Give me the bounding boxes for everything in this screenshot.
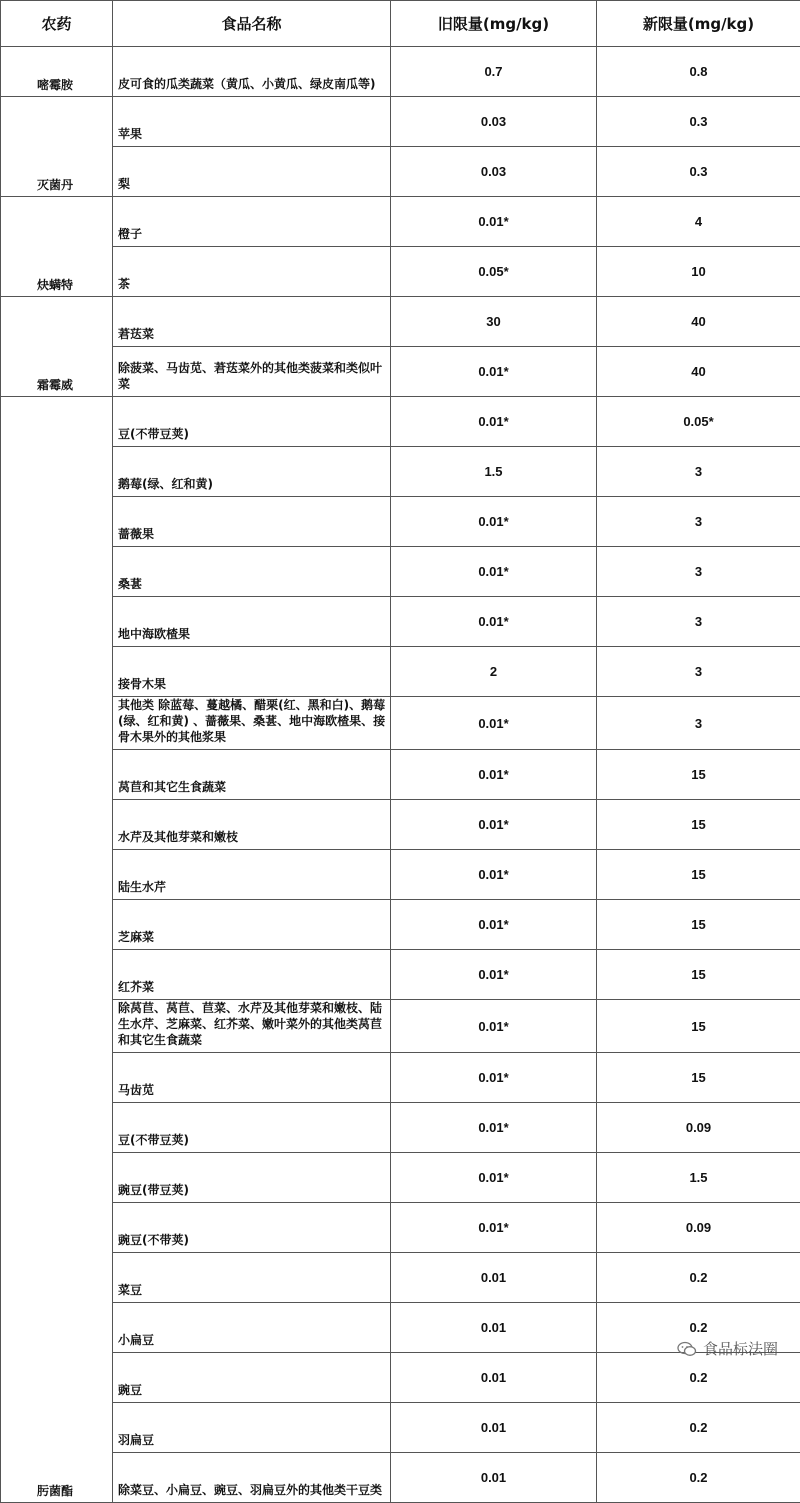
table-row <box>1 750 800 800</box>
food-cell: 茶 <box>113 247 391 297</box>
food-cell: 芝麻菜 <box>113 900 391 950</box>
header-row <box>1 1 800 47</box>
food-cell: 菜豆 <box>113 1253 391 1303</box>
food-cell: 地中海欧楂果 <box>113 597 391 647</box>
table-row <box>1 47 800 97</box>
old-cell: 0.01* <box>391 800 597 850</box>
new-cell: 0.3 <box>597 147 800 197</box>
food-cell: 豌豆(不带荚) <box>113 1203 391 1253</box>
header-food: 食品名称 <box>113 1 391 47</box>
new-cell: 0.3 <box>597 97 800 147</box>
food-cell: 接骨木果 <box>113 647 391 697</box>
food-cell: 橙子 <box>113 197 391 247</box>
old-cell: 0.01* <box>391 597 597 647</box>
old-cell: 0.03 <box>391 97 597 147</box>
pesticide-cell: 霜霉威 <box>1 297 113 397</box>
header-pesticide: 农药 <box>1 1 113 47</box>
new-cell: 3 <box>597 497 800 547</box>
food-cell: 陆生水芹 <box>113 850 391 900</box>
food-cell: 红芥菜 <box>113 950 391 1000</box>
new-cell: 15 <box>597 950 800 1000</box>
new-cell: 15 <box>597 900 800 950</box>
new-cell: 1.5 <box>597 1153 800 1203</box>
old-cell: 0.01* <box>391 397 597 447</box>
food-cell: 除菜豆、小扁豆、豌豆、羽扁豆外的其他类干豆类 <box>113 1453 391 1503</box>
header-new-limit: 新限量(mg/kg) <box>597 1 800 47</box>
pesticide-cell: 嘧霉胺 <box>1 47 113 97</box>
table-row <box>1 447 800 497</box>
food-cell: 皮可食的瓜类蔬菜（黄瓜、小黄瓜、绿皮南瓜等) <box>113 47 391 97</box>
food-cell: 水芹及其他芽菜和嫩枝 <box>113 800 391 850</box>
table-row <box>1 297 800 347</box>
old-cell: 0.01 <box>391 1253 597 1303</box>
new-cell: 10 <box>597 247 800 297</box>
old-cell: 0.01 <box>391 1303 597 1353</box>
table-row <box>1 697 800 750</box>
table-row <box>1 397 800 447</box>
new-cell: 15 <box>597 850 800 900</box>
table-row <box>1 1253 800 1303</box>
old-cell: 0.01* <box>391 697 597 750</box>
food-cell: 除莴苣、莴苣、苣菜、水芹及其他芽菜和嫩枝、陆生水芹、芝麻菜、红芥菜、嫩叶菜外的其他类莴苣和其它生食蔬菜 <box>113 1000 391 1053</box>
food-cell: 其他类 除蓝莓、蔓越橘、醋栗(红、黑和白)、鹅莓(绿、红和黄) 、蔷薇果、桑葚、地中海欧楂果、接骨木果外的其他浆果 <box>113 697 391 750</box>
food-cell: 小扁豆 <box>113 1303 391 1353</box>
food-cell: 蔷薇果 <box>113 497 391 547</box>
food-cell: 苹果 <box>113 97 391 147</box>
table-row <box>1 347 800 397</box>
table-row <box>1 647 800 697</box>
food-cell: 鹅莓(绿、红和黄) <box>113 447 391 497</box>
new-cell: 15 <box>597 1053 800 1103</box>
watermark-text: 食品标法圈 <box>703 1338 778 1359</box>
table-row <box>1 1203 800 1253</box>
old-cell: 0.01 <box>391 1453 597 1503</box>
new-cell: 15 <box>597 1000 800 1053</box>
old-cell: 0.01 <box>391 1403 597 1453</box>
old-cell: 30 <box>391 297 597 347</box>
table-row <box>1 1000 800 1053</box>
new-cell: 40 <box>597 347 800 397</box>
table-row <box>1 1453 800 1503</box>
new-cell: 40 <box>597 297 800 347</box>
new-cell: 3 <box>597 597 800 647</box>
new-cell: 0.2 <box>597 1353 800 1403</box>
pesticide-cell: 灭菌丹 <box>1 97 113 197</box>
food-cell: 马齿苋 <box>113 1053 391 1103</box>
table-row <box>1 497 800 547</box>
table-row <box>1 950 800 1000</box>
new-cell: 4 <box>597 197 800 247</box>
food-cell: 豆(不带豆荚) <box>113 397 391 447</box>
food-cell: 豆(不带豆荚) <box>113 1103 391 1153</box>
table-row <box>1 197 800 247</box>
new-cell: 0.2 <box>597 1403 800 1453</box>
old-cell: 2 <box>391 647 597 697</box>
watermark <box>677 1338 778 1359</box>
old-cell: 0.01* <box>391 347 597 397</box>
food-cell: 莴苣和其它生食蔬菜 <box>113 750 391 800</box>
old-cell: 0.01* <box>391 900 597 950</box>
old-cell: 0.01* <box>391 1000 597 1053</box>
new-cell: 15 <box>597 800 800 850</box>
new-cell: 0.2 <box>597 1303 800 1353</box>
food-cell: 豌豆 <box>113 1353 391 1403</box>
old-cell: 0.01* <box>391 197 597 247</box>
old-cell: 0.01* <box>391 850 597 900</box>
old-cell: 0.01 <box>391 1353 597 1403</box>
old-cell: 1.5 <box>391 447 597 497</box>
table-row <box>1 97 800 147</box>
table-row <box>1 597 800 647</box>
new-cell: 3 <box>597 547 800 597</box>
food-cell: 梨 <box>113 147 391 197</box>
old-cell: 0.03 <box>391 147 597 197</box>
new-cell: 3 <box>597 447 800 497</box>
table-row <box>1 147 800 197</box>
table-row <box>1 1403 800 1453</box>
table-row <box>1 1103 800 1153</box>
food-cell: 莙荙菜 <box>113 297 391 347</box>
header-old-limit: 旧限量(mg/kg) <box>391 1 597 47</box>
table-row <box>1 547 800 597</box>
old-cell: 0.01* <box>391 497 597 547</box>
food-cell: 除菠菜、马齿苋、莙荙菜外的其他类菠菜和类似叶菜 <box>113 347 391 397</box>
food-cell: 豌豆(带豆荚) <box>113 1153 391 1203</box>
table-row <box>1 900 800 950</box>
new-cell: 0.8 <box>597 47 800 97</box>
old-cell: 0.01* <box>391 750 597 800</box>
food-cell: 羽扁豆 <box>113 1403 391 1453</box>
old-cell: 0.01* <box>391 547 597 597</box>
new-cell: 0.2 <box>597 1453 800 1503</box>
table-row <box>1 247 800 297</box>
old-cell: 0.7 <box>391 47 597 97</box>
new-cell: 0.2 <box>597 1253 800 1303</box>
new-cell: 3 <box>597 697 800 750</box>
new-cell: 15 <box>597 750 800 800</box>
old-cell: 0.01* <box>391 1103 597 1153</box>
new-cell: 0.09 <box>597 1103 800 1153</box>
table-row <box>1 1053 800 1103</box>
pesticide-cell: 炔螨特 <box>1 197 113 297</box>
new-cell: 0.05* <box>597 397 800 447</box>
old-cell: 0.01* <box>391 950 597 1000</box>
table-row <box>1 850 800 900</box>
old-cell: 0.01* <box>391 1203 597 1253</box>
table-row <box>1 1153 800 1203</box>
old-cell: 0.01* <box>391 1153 597 1203</box>
food-cell: 桑葚 <box>113 547 391 597</box>
new-cell: 0.09 <box>597 1203 800 1253</box>
table-row <box>1 800 800 850</box>
table-row <box>1 1353 800 1403</box>
old-cell: 0.05* <box>391 247 597 297</box>
old-cell: 0.01* <box>391 1053 597 1103</box>
wechat-icon <box>677 1341 697 1357</box>
pesticide-cell: 肟菌酯 <box>1 397 113 1503</box>
new-cell: 3 <box>597 647 800 697</box>
